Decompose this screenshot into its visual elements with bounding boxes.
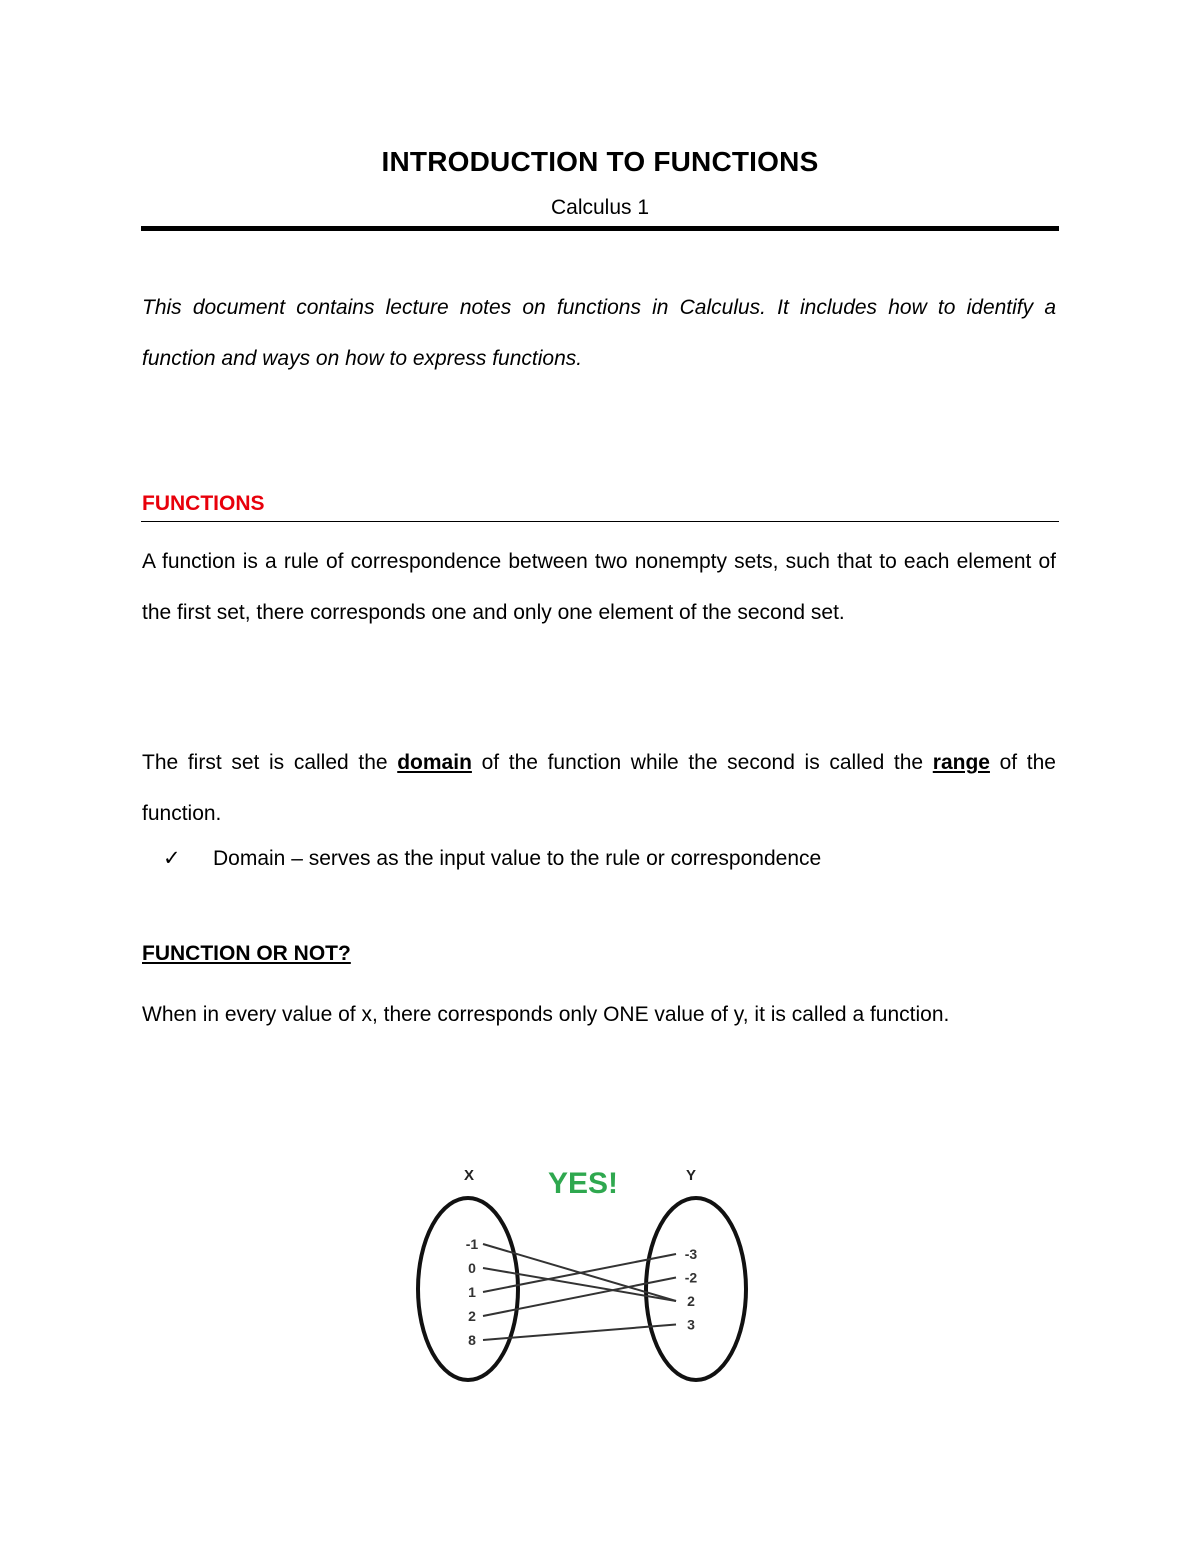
mapping-diagram bbox=[400, 1150, 800, 1390]
domain-value: 0 bbox=[468, 1260, 476, 1276]
range-value: 3 bbox=[687, 1316, 695, 1333]
range-value: 2 bbox=[687, 1293, 695, 1309]
verdict-label: YES! bbox=[547, 1167, 619, 1200]
functions-divider bbox=[141, 521, 1059, 522]
range-term: range bbox=[932, 751, 990, 774]
domain-range-text-2: of the function while the second is called the bbox=[471, 751, 933, 774]
domain-value: -1 bbox=[465, 1236, 479, 1252]
function-definition: A function is a rule of correspondence between two nonempty sets, such that to each element of the first set, there corresponds one and only one element of the second set. bbox=[142, 550, 1056, 624]
domain-values bbox=[466, 1236, 479, 1348]
function-or-not-text: When in every value of x, there corresponds only ONE value of y, it is called a function. bbox=[142, 1003, 950, 1026]
x-set-label: X bbox=[463, 1167, 475, 1184]
functions-heading: FUNCTIONS bbox=[142, 492, 265, 515]
range-value: -3 bbox=[684, 1246, 698, 1262]
domain-range-text-1: The first set is called the bbox=[142, 751, 398, 774]
range-value: -2 bbox=[684, 1269, 698, 1286]
title-divider bbox=[141, 226, 1059, 231]
document-title: INTRODUCTION TO FUNCTIONS bbox=[381, 146, 819, 177]
domain-range-paragraph bbox=[142, 738, 1056, 839]
function-or-not-heading: FUNCTION OR NOT? bbox=[142, 942, 351, 965]
range-values bbox=[685, 1246, 698, 1333]
range-set-oval bbox=[646, 1198, 746, 1380]
document-subtitle: Calculus 1 bbox=[550, 196, 650, 219]
domain-bullet bbox=[163, 839, 821, 879]
checkmark-icon: ✓ bbox=[163, 847, 181, 870]
domain-value: 8 bbox=[468, 1332, 476, 1348]
domain-term: domain bbox=[397, 751, 472, 774]
domain-bullet-text: Domain – serves as the input value to the rule or correspondence bbox=[213, 847, 822, 870]
y-set-label: Y bbox=[685, 1167, 697, 1184]
domain-range-text-3: of the function. bbox=[142, 751, 1056, 825]
intro-paragraph: This document contains lecture notes on functions in Calculus. It includes how to identify a function and ways on how to express functions. bbox=[142, 296, 1056, 370]
domain-value: 2 bbox=[468, 1308, 476, 1324]
domain-value: 1 bbox=[468, 1284, 476, 1300]
